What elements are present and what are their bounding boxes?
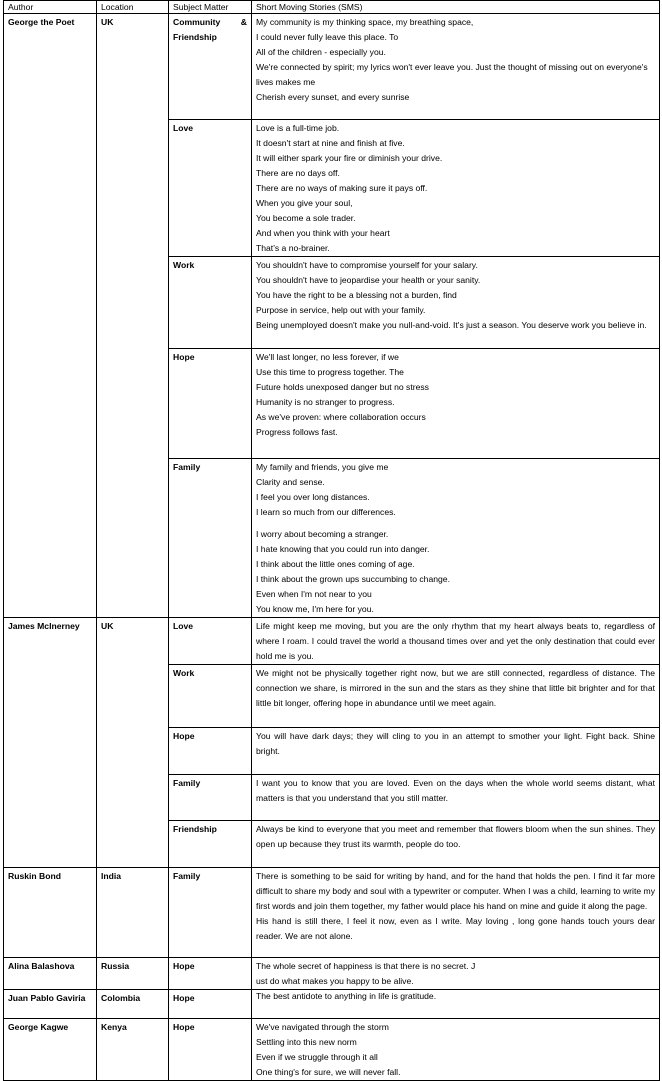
story-line: We're connected by spirit; my lyrics won't ever leave you. Just the thought of missing out on everyone's lives makes me <box>256 62 648 87</box>
story-line: It will either spark your fire or diminish your drive. <box>256 153 443 163</box>
story-line: You have the right to be a blessing not a burden, find <box>256 290 457 300</box>
location-cell: India <box>97 868 169 958</box>
story-cell: Life might keep me moving, but you are the only rhythm that my heart always beats to, regardless of where I roam. I could travel the world a thousand times over and yet the only destination that could ever hold me is you. <box>252 618 660 665</box>
subject-cell: Hope <box>169 728 252 775</box>
story-line: There are no ways of making sure it pays off. <box>256 183 428 193</box>
table-row <box>4 618 660 665</box>
subject-cell: Work <box>169 257 252 349</box>
story-line: Purpose in service, help out with your family. <box>256 305 426 315</box>
story-line: My family and friends, you give me <box>256 462 389 472</box>
header-location: Location <box>97 1 169 14</box>
story-line: You shouldn't have to jeopardise your health or your sanity. <box>256 275 481 285</box>
subject-cell: Hope <box>169 1019 252 1081</box>
header-stories: Short Moving Stories (SMS) <box>252 1 660 14</box>
table-row <box>4 868 660 958</box>
story-cell: You will have dark days; they will cling to you in an attempt to smother your light. Fight back. Shine bright. <box>252 728 660 775</box>
story-line: ust do what makes you happy to be alive. <box>256 976 414 986</box>
table-row <box>4 990 660 1019</box>
story-line: I hate knowing that you could run into danger. <box>256 544 430 554</box>
subject-cell: Friendship <box>169 821 252 868</box>
author-cell: George the Poet <box>4 14 97 618</box>
story-cell <box>252 120 660 257</box>
story-cell: We might not be physically together right now, but we are still connected, regardless of distance. The connection we share, is mirrored in the sun and the stars as they shine that little bit brighter and for that little bit longer, offering hope in abundance until we meet again. <box>252 665 660 728</box>
story-cell <box>252 459 660 618</box>
story-line: I worry about becoming a stranger. <box>256 529 389 539</box>
subject-cell: Community & Friendship <box>169 14 252 120</box>
header-row <box>4 1 660 14</box>
story-cell: Always be kind to everyone that you meet and remember that flowers bloom when the sun shines. They open up because they trust its warmth, people do too. <box>252 821 660 868</box>
table-row <box>4 14 660 120</box>
story-line: I learn so much from our differences. <box>256 507 396 517</box>
story-line: And when you think with your heart <box>256 228 390 238</box>
stanza-gap <box>256 520 655 527</box>
story-paragraph: There is something to be said for writing by hand, and for the hand that holds the pen. I find it far more difficult to share my body and soul with a typewriter or computer. When I was a child, learning to write my first words and join them together, my father would place his hand on mine and guide it along the page. <box>256 871 655 911</box>
story-cell <box>252 14 660 120</box>
location-cell: Kenya <box>97 1019 169 1081</box>
subject-cell: Hope <box>169 990 252 1019</box>
author-cell: George Kagwe <box>4 1019 97 1081</box>
story-cell <box>252 868 660 958</box>
location-cell: UK <box>97 618 169 868</box>
story-cell <box>252 257 660 349</box>
subject-cell: Work <box>169 665 252 728</box>
story-cell: I want you to know that you are loved. Even on the days when the whole world seems distant, what matters is that you understand that you still matter. <box>252 775 660 821</box>
header-subject: Subject Matter <box>169 1 252 14</box>
story-line: Cherish every sunset, and every sunrise <box>256 92 410 102</box>
story-cell <box>252 1019 660 1081</box>
story-line: When you give your soul, <box>256 198 353 208</box>
story-line: Settling into this new norm <box>256 1037 357 1047</box>
story-line: I feel you over long distances. <box>256 492 370 502</box>
subject-cell: Family <box>169 459 252 618</box>
story-line: As we've proven: where collaboration occurs <box>256 412 426 422</box>
location-cell: Colombia <box>97 990 169 1019</box>
author-cell: Alina Balashova <box>4 958 97 990</box>
story-line: Even if we struggle through it all <box>256 1052 378 1062</box>
story-line: I think about the grown ups succumbing to change. <box>256 574 450 584</box>
subject-cell: Hope <box>169 958 252 990</box>
table-row <box>4 958 660 990</box>
story-line: I could never fully leave this place. To <box>256 32 399 42</box>
story-line: You shouldn't have to compromise yourself for your salary. <box>256 260 478 270</box>
story-line: It doesn't start at nine and finish at five. <box>256 138 405 148</box>
header-author: Author <box>4 1 97 14</box>
author-cell: James McInerney <box>4 618 97 868</box>
story-line: I think about the little ones coming of age. <box>256 559 415 569</box>
story-line: Being unemployed doesn't make you null-and-void. It's just a season. You deserve work you believe in. <box>256 320 647 330</box>
subject-cell: Family <box>169 775 252 821</box>
subject-cell: Love <box>169 120 252 257</box>
story-line: Love is a full-time job. <box>256 123 340 133</box>
story-line: There are no days off. <box>256 168 340 178</box>
story-line: One thing's for sure, we will never fall. <box>256 1067 401 1077</box>
story-cell <box>252 349 660 459</box>
story-line: Progress follows fast. <box>256 427 338 437</box>
story-line: You know me, I'm here for you. <box>256 604 374 614</box>
subject-cell: Family <box>169 868 252 958</box>
story-line: You become a sole trader. <box>256 213 356 223</box>
author-cell: Ruskin Bond <box>4 868 97 958</box>
story-line: Use this time to progress together. The <box>256 367 404 377</box>
story-line: The whole secret of happiness is that there is no secret. J <box>256 961 476 971</box>
sms-table <box>3 0 660 1081</box>
story-cell <box>252 958 660 990</box>
story-line: Future holds unexposed danger but no stress <box>256 382 429 392</box>
author-cell: Juan Pablo Gaviria <box>4 990 97 1019</box>
story-cell: The best antidote to anything in life is gratitude. <box>252 990 660 1019</box>
story-line: That's a no-brainer. <box>256 243 330 253</box>
story-line: Clarity and sense. <box>256 477 325 487</box>
story-line: All of the children - especially you. <box>256 47 386 57</box>
story-line: We'll last longer, no less forever, if we <box>256 352 399 362</box>
story-paragraph: His hand is still there, I feel it now, even as I write. May loving , long gone hands touch yours dear reader. We are not alone. <box>256 916 655 941</box>
story-line: Even when I'm not near to you <box>256 589 372 599</box>
subject-cell: Love <box>169 618 252 665</box>
subject-cell: Hope <box>169 349 252 459</box>
story-line: We've navigated through the storm <box>256 1022 389 1032</box>
location-cell: UK <box>97 14 169 618</box>
story-line: My community is my thinking space, my breathing space, <box>256 17 474 27</box>
story-line: Humanity is no stranger to progress. <box>256 397 395 407</box>
location-cell: Russia <box>97 958 169 990</box>
table-row <box>4 1019 660 1081</box>
